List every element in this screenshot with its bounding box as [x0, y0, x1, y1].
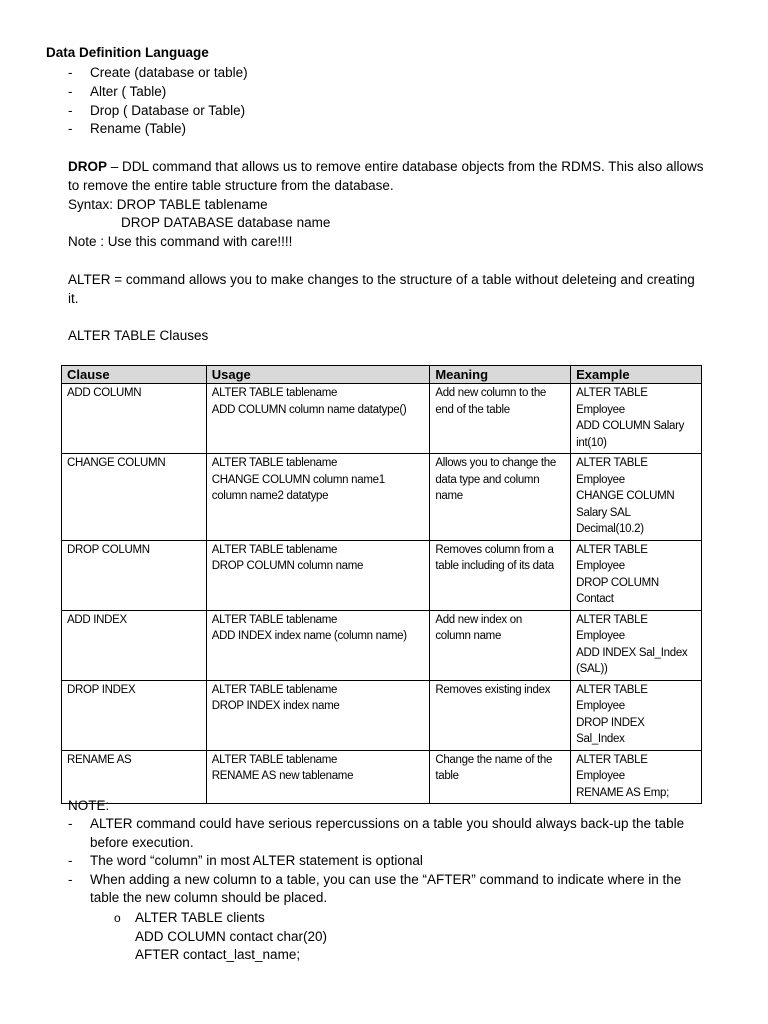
sub-bullet-icon: o — [114, 911, 121, 925]
clause-cell: DROP COLUMN — [62, 540, 207, 610]
table-header-row — [62, 366, 702, 384]
drop-description — [68, 158, 728, 252]
example-cell: ALTER TABLE Employee DROP INDEX Sal_Index — [571, 680, 702, 750]
code-line: ADD COLUMN contact char(20) — [135, 928, 328, 944]
list-item: - Create (database or table) — [68, 64, 248, 83]
clause-cell: ADD COLUMN — [62, 384, 207, 454]
table-row — [62, 610, 702, 680]
alter-description — [68, 271, 728, 309]
ddl-list — [68, 64, 248, 139]
alter-clauses-heading: ALTER TABLE Clauses — [68, 328, 209, 343]
meaning-cell: Removes existing index — [430, 680, 571, 750]
page-title: Data Definition Language — [46, 45, 209, 60]
clause-cell: DROP INDEX — [62, 680, 207, 750]
list-item: - The word “column” in most ALTER statement is optional — [68, 852, 718, 871]
list-item: - When adding a new column to a table, you can use the “AFTER” command to indicate where in the table the new column should be placed. — [68, 871, 718, 908]
syntax-label: Syntax: — [68, 196, 117, 212]
example-cell: ALTER TABLE Employee ADD INDEX Sal_Index (SAL)) — [571, 610, 702, 680]
clause-cell: ADD INDEX — [62, 610, 207, 680]
drop-term: DROP — [68, 159, 108, 174]
list-item: - ALTER command could have serious repercussions on a table you should always back-up the table before execution. — [68, 815, 718, 852]
list-item: - Alter ( Table) — [68, 83, 248, 102]
clause-cell: CHANGE COLUMN — [62, 454, 207, 541]
list-item: - Rename (Table) — [68, 120, 248, 139]
usage-cell: ALTER TABLE tablename DROP INDEX index name — [206, 680, 430, 750]
table-row — [62, 384, 702, 454]
meaning-cell: Removes column from a table including of its data — [430, 540, 571, 610]
usage-cell: ALTER TABLE tablename ADD INDEX index name (column name) — [206, 610, 430, 680]
example-cell: ALTER TABLE Employee ADD COLUMN Salary int(10) — [571, 384, 702, 454]
header-clause: Clause — [62, 366, 207, 384]
meaning-cell: Add new index on column name — [430, 610, 571, 680]
alter-clauses-table — [61, 365, 702, 804]
drop-line2: to remove the entire table structure from the database. — [68, 177, 394, 193]
list-item: - Drop ( Database or Table) — [68, 102, 248, 121]
meaning-cell: Add new column to the end of the table — [430, 384, 571, 454]
header-usage: Usage — [206, 366, 430, 384]
drop-line1: – DDL command that allows us to remove entire database objects from the RDMS. This also allows — [107, 159, 704, 174]
alter-line1: ALTER = command allows you to make changes to the structure of a table without deleteing and creating — [68, 272, 695, 287]
note-heading: NOTE: — [68, 798, 110, 813]
syntax-drop-database: DROP DATABASE database name — [121, 215, 331, 231]
table-row — [62, 454, 702, 541]
code-line: ALTER TABLE clients — [135, 910, 265, 925]
clause-cell: RENAME AS — [62, 750, 207, 804]
example-cell: ALTER TABLE Employee RENAME AS Emp; — [571, 750, 702, 804]
usage-cell: ALTER TABLE tablename RENAME AS new tablename — [206, 750, 430, 804]
table-row — [62, 750, 702, 804]
note-list — [68, 815, 718, 908]
example-cell: ALTER TABLE Employee DROP COLUMN Contact — [571, 540, 702, 610]
header-example: Example — [571, 366, 702, 384]
drop-note: Note : Use this command with care!!!! — [68, 234, 293, 250]
alter-line2: it. — [68, 290, 79, 306]
usage-cell: ALTER TABLE tablename CHANGE COLUMN column name1 column name2 datatype — [206, 454, 430, 541]
meaning-cell: Change the name of the table — [430, 750, 571, 804]
meaning-cell: Allows you to change the data type and column name — [430, 454, 571, 541]
header-meaning: Meaning — [430, 366, 571, 384]
example-cell: ALTER TABLE Employee CHANGE COLUMN Salary SAL Decimal(10.2) — [571, 454, 702, 541]
syntax-drop-table: DROP TABLE tablename — [116, 196, 268, 212]
code-example — [114, 909, 327, 965]
table-row — [62, 680, 702, 750]
code-line: AFTER contact_last_name; — [135, 947, 301, 962]
usage-cell: ALTER TABLE tablename DROP COLUMN column name — [206, 540, 430, 610]
usage-cell: ALTER TABLE tablename ADD COLUMN column name datatype() — [206, 384, 430, 454]
table-row — [62, 540, 702, 610]
